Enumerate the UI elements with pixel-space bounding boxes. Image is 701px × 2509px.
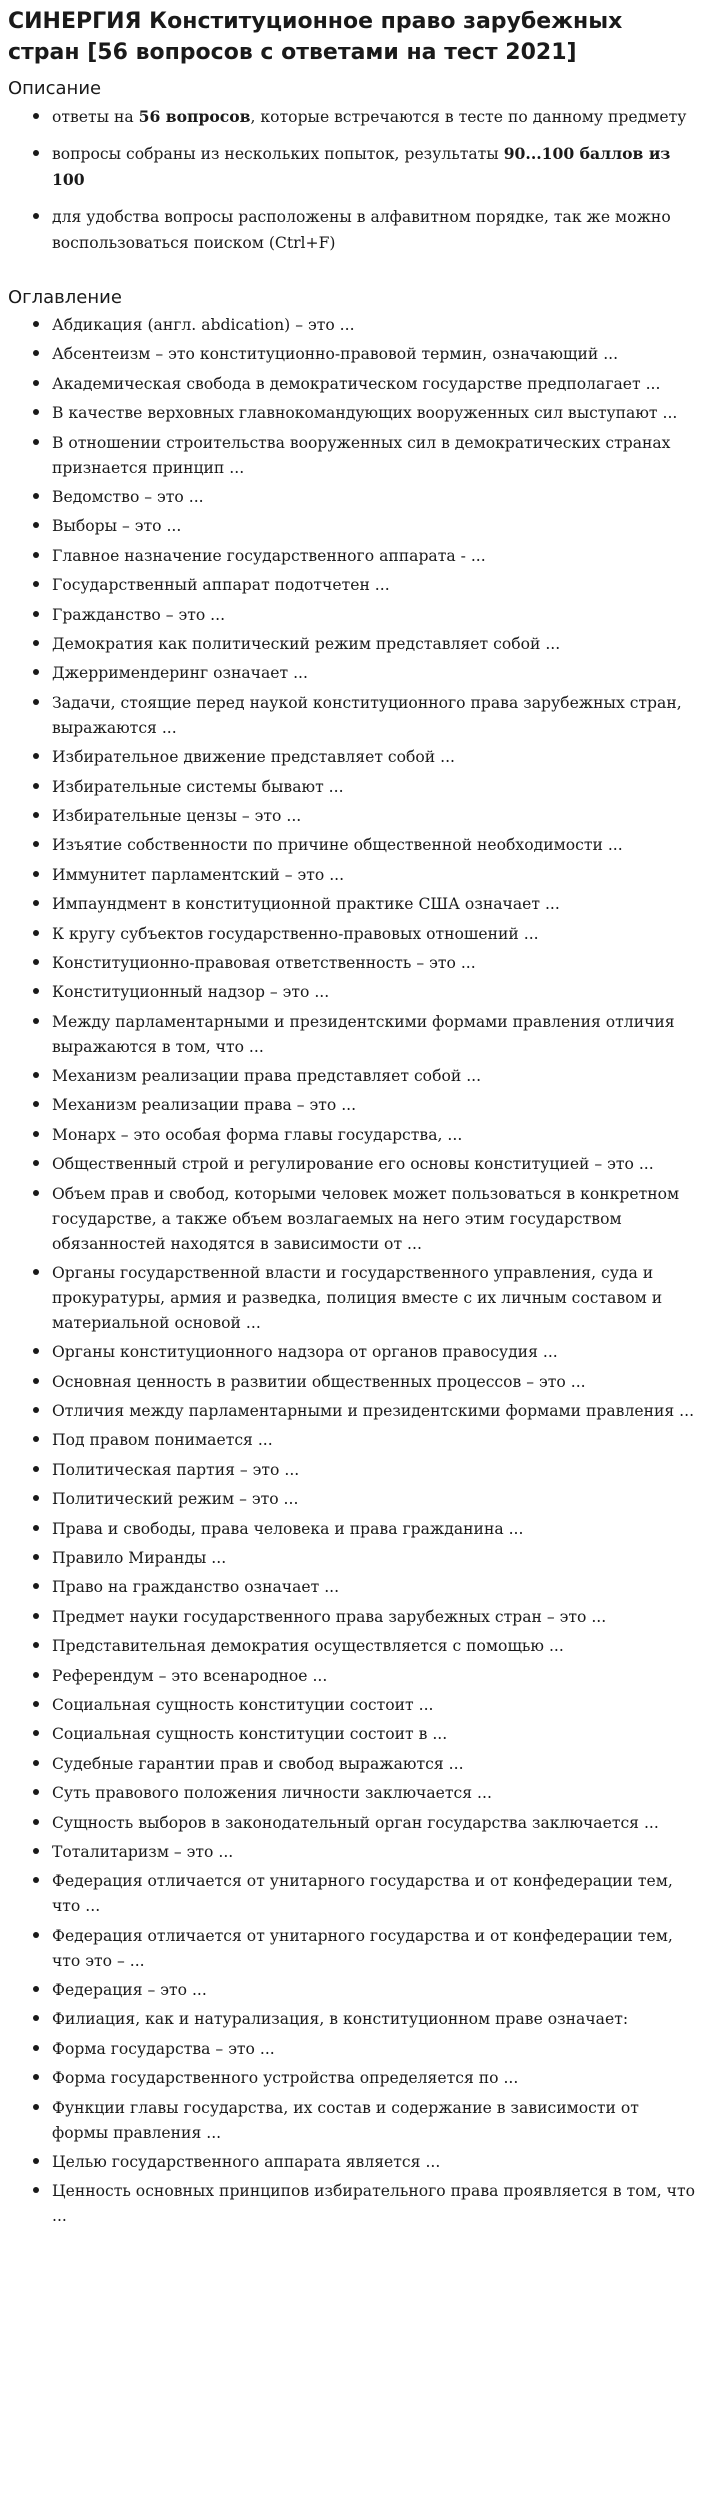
- toc-item: • Монарх – это особая форма главы государства, ...: [52, 1121, 695, 1148]
- description-item-text: , которые встречаются в тесте по данному предмету: [250, 108, 687, 126]
- toc-item: • Органы государственной власти и государственного управления, суда и прокуратуры, армия и разведка, полиция вместе с их личным составом и материальной основой ...: [52, 1259, 695, 1336]
- toc-item: • Правило Миранды ...: [52, 1544, 695, 1571]
- toc-item: • Джерримендеринг означает ...: [52, 659, 695, 686]
- toc-item: • Механизм реализации права представляет собой ...: [52, 1062, 695, 1089]
- toc-item: • Социальная сущность конституции состоит в ...: [52, 1720, 695, 1747]
- description-label: Описание: [8, 78, 102, 99]
- toc-item: • Федерация отличается от унитарного государства и от конфедерации тем, что ...: [52, 1867, 695, 1919]
- toc-item: • Ведомство – это ...: [52, 483, 695, 510]
- description-item-text: вопросы собраны из нескольких попыток, результаты: [52, 145, 504, 163]
- toc-item: • Демократия как политический режим представляет собой ...: [52, 630, 695, 657]
- toc-item: • Ценность основных принципов избирательного права проявляется в том, что ...: [52, 2177, 695, 2229]
- toc-item: • Иммунитет парламентский – это ...: [52, 861, 695, 888]
- toc-item: • Федерация – это ...: [52, 1976, 695, 2003]
- toc-item: • Выборы – это ...: [52, 512, 695, 539]
- description-item: [52, 202, 695, 256]
- toc-item: • Главное назначение государственного аппарата - ...: [52, 542, 695, 569]
- toc-item: • Целью государственного аппарата является ...: [52, 2148, 695, 2175]
- toc-item: • Права и свободы, права человека и права гражданина ...: [52, 1515, 695, 1542]
- toc-item: • Задачи, стоящие перед наукой конституционного права зарубежных стран, выражаются ...: [52, 689, 695, 741]
- toc-item: • К кругу субъектов государственно-правовых отношений ...: [52, 920, 695, 947]
- toc-item: • Гражданство – это ...: [52, 601, 695, 628]
- toc-item: • Конституционно-правовая ответственность – это ...: [52, 949, 695, 976]
- toc-item: • Основная ценность в развитии общественных процессов – это ...: [52, 1368, 695, 1395]
- toc-item: • Право на гражданство означает ...: [52, 1573, 695, 1600]
- description-item-bold-text: 90...100 баллов из 100: [52, 144, 671, 189]
- toc-item: • Представительная демократия осуществляется с помощью ...: [52, 1632, 695, 1659]
- toc-item: • Избирательное движение представляет собой ...: [52, 743, 695, 770]
- toc-list: [8, 311, 695, 2229]
- toc-item: • Органы конституционного надзора от органов правосудия ...: [52, 1338, 695, 1365]
- toc-item: • Референдум – это всенародное ...: [52, 1662, 695, 1689]
- toc-item: • Между парламентарными и президентскими формами правления отличия выражаются в том, что ...: [52, 1008, 695, 1060]
- toc-item: • Социальная сущность конституции состоит ...: [52, 1691, 695, 1718]
- toc-item: • Функции главы государства, их состав и содержание в зависимости от формы правления ...: [52, 2094, 695, 2146]
- toc-item: • Академическая свобода в демократическом государстве предполагает ...: [52, 370, 695, 397]
- description-item-bold-text: 56 вопросов: [138, 107, 251, 126]
- toc-item: • Абсентеизм – это конституционно-правовой термин, означающий ...: [52, 340, 695, 367]
- toc-item: • Механизм реализации права – это ...: [52, 1091, 695, 1118]
- toc-item: • Тоталитаризм – это ...: [52, 1838, 695, 1865]
- toc-item: • Политический режим – это ...: [52, 1485, 695, 1512]
- description-item: [52, 102, 695, 130]
- toc-item: • Предмет науки государственного права зарубежных стран – это ...: [52, 1603, 695, 1630]
- description-item: [52, 139, 695, 193]
- toc-item: • В качестве верховных главнокомандующих вооруженных сил выступают ...: [52, 399, 695, 426]
- toc-item: • Государственный аппарат подотчетен ...: [52, 571, 695, 598]
- toc-item: • Форма государства – это ...: [52, 2035, 695, 2062]
- toc-item: • Сущность выборов в законодательный орган государства заключается ...: [52, 1809, 695, 1836]
- toc-item: • Абдикация (англ. abdication) – это ...: [52, 311, 695, 338]
- toc-item: • Избирательные цензы – это ...: [52, 802, 695, 829]
- description-list: [8, 102, 695, 256]
- toc-item: • В отношении строительства вооруженных сил в демократических странах признается принцип ...: [52, 429, 695, 481]
- toc-item: • Форма государственного устройства определяется по ...: [52, 2064, 695, 2091]
- page-title: СИНЕРГИЯ Конституционное право зарубежных стран [56 вопросов с ответами на тест 2021]: [8, 9, 623, 65]
- toc-item: • Изъятие собственности по причине общественной необходимости ...: [52, 831, 695, 858]
- description-item-text: ответы на: [52, 108, 139, 126]
- section-spacer: [8, 265, 695, 285]
- toc-item: • Судебные гарантии прав и свобод выражаются ...: [52, 1750, 695, 1777]
- toc-item: • Конституционный надзор – это ...: [52, 978, 695, 1005]
- toc-item: • Под правом понимается ...: [52, 1426, 695, 1453]
- toc-item: • Объем прав и свобод, которыми человек может пользоваться в конкретном государстве, а также объем возлагаемых на него этим государством обязанностей находятся в зависимости от ...: [52, 1180, 695, 1257]
- description-item-text: для удобства вопросы расположены в алфавитном порядке, так же можно воспользоваться поиском (Ctrl+F): [52, 208, 671, 252]
- toc-item: • Импаундмент в конституционной практике США означает ...: [52, 890, 695, 917]
- toc-item: • Политическая партия – это ...: [52, 1456, 695, 1483]
- toc-item: • Филиация, как и натурализация, в конституционном праве означает:: [52, 2005, 695, 2032]
- toc-item: • Суть правового положения личности заключается ...: [52, 1779, 695, 1806]
- toc-item: • Отличия между парламентарными и президентскими формами правления ...: [52, 1397, 695, 1424]
- toc-item: • Федерация отличается от унитарного государства и от конфедерации тем, что это – ...: [52, 1922, 695, 1974]
- toc-label: Оглавление: [8, 287, 122, 308]
- toc-item: • Избирательные системы бывают ...: [52, 773, 695, 800]
- toc-item: • Общественный строй и регулирование его основы конституцией – это ...: [52, 1150, 695, 1177]
